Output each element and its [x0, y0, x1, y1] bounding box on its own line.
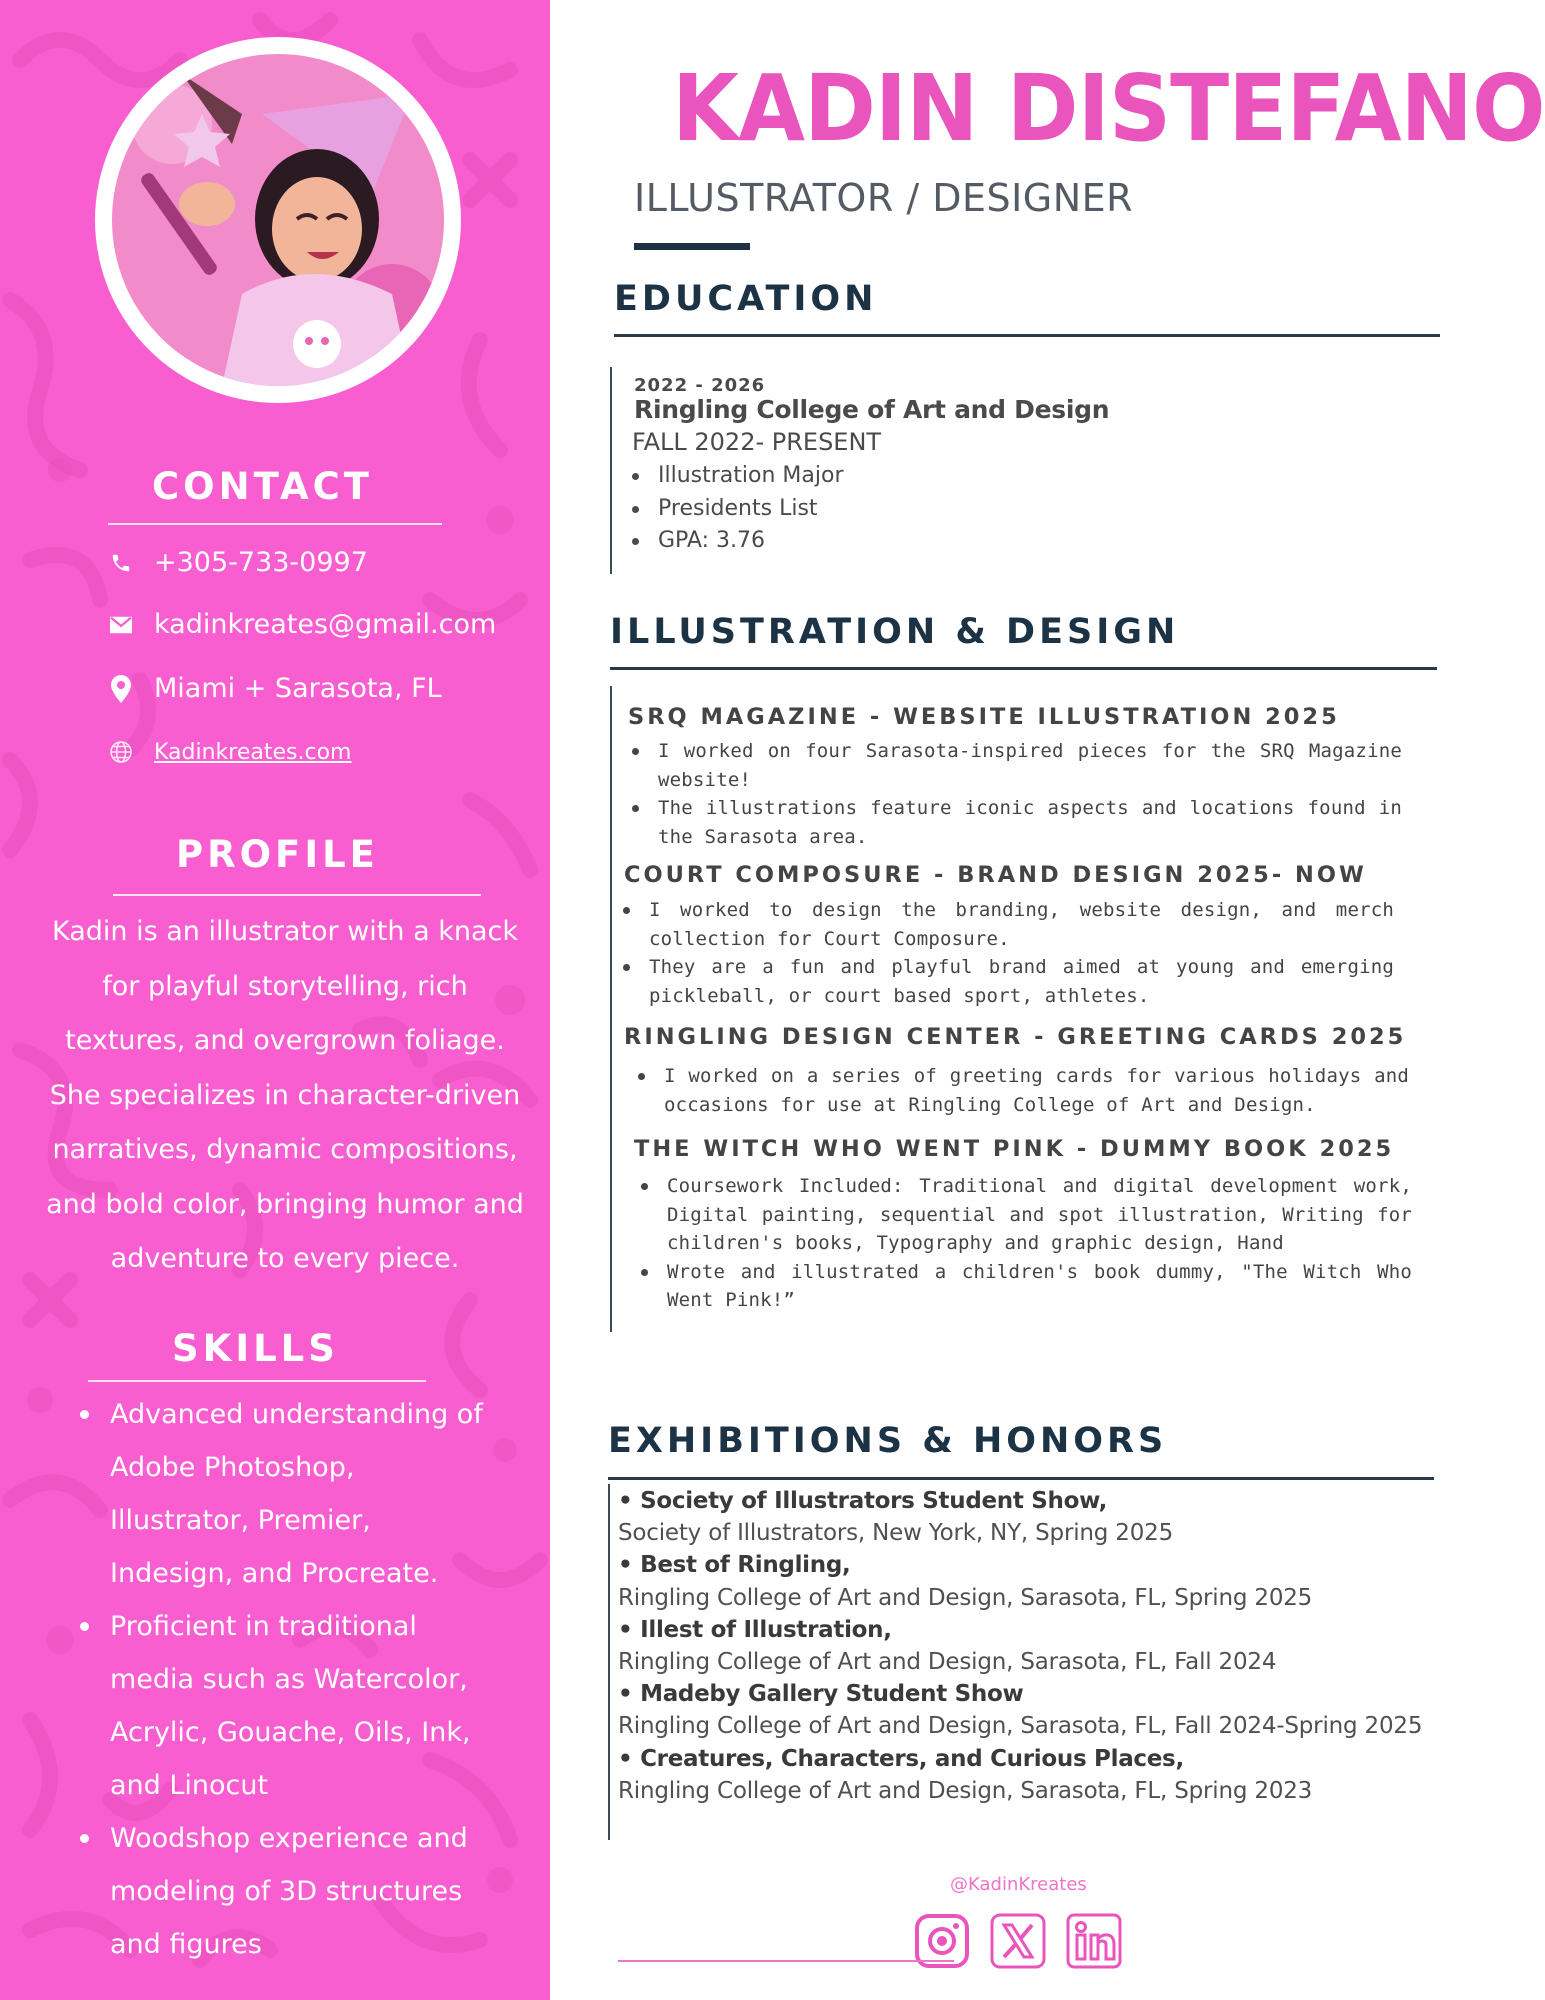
education-item: Illustration Major	[630, 460, 844, 493]
contact-divider	[108, 523, 442, 525]
skill-item	[76, 1600, 516, 1812]
witch-illustration-image	[112, 54, 444, 386]
honor-detail: Ringling College of Art and Design, Sarasota, FL, Spring 2025	[618, 1584, 1313, 1611]
job-title: RINGLING DESIGN CENTER - GREETING CARDS 2025	[624, 1024, 1407, 1050]
honor-name: • Creatures, Characters, and Curious Places,	[618, 1745, 1184, 1772]
phone-number: +305-733-0997	[154, 547, 368, 578]
skill-line: media such as Watercolor,	[110, 1664, 468, 1695]
job-bullets	[634, 1062, 1409, 1119]
education-school: Ringling College of Art and Design	[634, 395, 1110, 424]
globe-icon	[108, 739, 134, 765]
profile-line: narratives, dynamic compositions,	[52, 1134, 518, 1165]
skill-line: and figures	[110, 1929, 262, 1960]
job-bullet: I worked on a series of greeting cards for various holidays and occasions for use at Ringling College of Art and Design.	[634, 1062, 1409, 1119]
contact-location	[108, 673, 442, 704]
location-pin-icon	[108, 676, 134, 702]
footer-divider	[618, 1960, 954, 1962]
honors-vertical-bar	[608, 1484, 610, 1840]
education-list	[630, 460, 844, 558]
skills-divider	[88, 1380, 426, 1382]
profile-line: for playful storytelling, rich	[102, 970, 468, 1002]
profile-heading: PROFILE	[176, 833, 379, 876]
website-link[interactable]: Kadinkreates.com	[154, 739, 352, 765]
profile-line: adventure to every piece.	[110, 1243, 460, 1274]
skill-line: Advanced understanding of	[110, 1399, 483, 1430]
honor-name: • Illest of Illustration,	[618, 1616, 892, 1643]
phone-icon	[108, 550, 134, 576]
honors-divider	[608, 1477, 1434, 1480]
job-bullets	[619, 896, 1394, 1010]
education-item: GPA: 3.76	[630, 525, 844, 558]
job-bullet: I worked to design the branding, website design, and merch collection for Court Composure.	[619, 896, 1394, 953]
skill-item	[76, 1812, 516, 1971]
profile-line: textures, and overgrown foliage.	[65, 1025, 505, 1056]
illustration-heading: ILLUSTRATION & DESIGN	[610, 612, 1180, 652]
education-vertical-bar	[610, 367, 612, 574]
profile-line: She specializes in character-driven	[49, 1079, 521, 1111]
job-bullet: They are a fun and playful brand aimed at young and emerging pickleball, or court based sport, athletes.	[619, 953, 1394, 1010]
honor-detail: Society of Illustrators, New York, NY, Spring 2025	[618, 1520, 1174, 1547]
skill-line: Illustrator, Premier,	[110, 1505, 371, 1536]
mail-icon	[108, 612, 134, 638]
sidebar	[0, 0, 550, 2000]
job-bullet: Coursework Included: Traditional and digital development work, Digital painting, sequential and spot illustration, Writing for children's books, Typography and graphic design, Hand	[637, 1172, 1412, 1258]
education-divider	[614, 334, 1440, 337]
honor-name: • Best of Ringling,	[618, 1552, 851, 1579]
contact-phone[interactable]	[108, 547, 368, 578]
contact-heading: CONTACT	[152, 465, 373, 508]
role-subtitle: ILLUSTRATOR / DESIGNER	[634, 176, 1134, 220]
honors-list	[618, 1485, 1422, 1807]
x-icon[interactable]	[990, 1913, 1046, 1969]
job-bullet: I worked on four Sarasota-inspired pieces for the SRQ Magazine website!	[628, 737, 1402, 794]
profile-divider	[113, 894, 481, 896]
honor-name: • Society of Illustrators Student Show,	[618, 1488, 1108, 1514]
email-address: kadinkreates@gmail.com	[154, 609, 497, 640]
skill-line: Adobe Photoshop,	[110, 1452, 355, 1483]
skill-line: modeling of 3D structures	[110, 1876, 463, 1907]
profile-line: and bold color, bringing humor and	[46, 1188, 524, 1220]
honors-heading: EXHIBITIONS & HONORS	[608, 1421, 1168, 1461]
linkedin-icon[interactable]	[1066, 1913, 1122, 1969]
skill-line: Acrylic, Gouache, Oils, Ink,	[110, 1717, 471, 1748]
avatar	[95, 37, 461, 403]
education-term: FALL 2022- PRESENT	[632, 428, 882, 456]
skill-line: Woodshop experience and	[110, 1823, 468, 1854]
job-bullet: Wrote and illustrated a children's book dummy, "The Witch Who Went Pink!”	[637, 1258, 1412, 1315]
education-dates: 2022 - 2026	[634, 375, 766, 396]
profile-text	[40, 905, 530, 1287]
honor-name: • Madeby Gallery Student Show	[618, 1681, 1024, 1708]
illustration-divider	[610, 667, 1437, 670]
location-text: Miami + Sarasota, FL	[154, 673, 442, 704]
honor-detail: Ringling College of Art and Design, Sarasota, FL, Fall 2024-Spring 2025	[618, 1713, 1423, 1740]
education-heading: EDUCATION	[614, 279, 878, 319]
skill-line: Proficient in traditional	[110, 1611, 417, 1642]
education-item: Presidents List	[630, 493, 844, 526]
contact-website[interactable]	[108, 739, 351, 765]
name-title: KADIN DISTEFANO	[672, 55, 1545, 162]
profile-line: Kadin is an illustrator with a knack	[52, 916, 518, 947]
job-bullets	[628, 737, 1402, 851]
skills-list	[76, 1388, 516, 1971]
honor-detail: Ringling College of Art and Design, Sarasota, FL, Spring 2023	[618, 1777, 1313, 1804]
job-bullet: The illustrations feature iconic aspects and locations found in the Sarasota area.	[628, 794, 1402, 851]
accent-bar	[634, 243, 750, 250]
social-handle: @KadinKreates	[950, 1874, 1087, 1895]
skill-line: and Linocut	[110, 1770, 269, 1801]
job-title: SRQ MAGAZINE - WEBSITE ILLUSTRATION 2025	[628, 704, 1340, 730]
illustration-vertical-bar	[610, 686, 612, 1332]
skill-item	[76, 1388, 516, 1600]
job-title: COURT COMPOSURE - BRAND DESIGN 2025- NOW	[624, 862, 1367, 888]
skill-line: Indesign, and Procreate.	[110, 1558, 439, 1589]
job-bullets	[637, 1172, 1412, 1315]
contact-email[interactable]	[108, 609, 496, 640]
job-title: THE WITCH WHO WENT PINK - DUMMY BOOK 2025	[634, 1136, 1395, 1162]
skills-heading: SKILLS	[172, 1327, 339, 1370]
honor-detail: Ringling College of Art and Design, Sarasota, FL, Fall 2024	[618, 1649, 1277, 1676]
